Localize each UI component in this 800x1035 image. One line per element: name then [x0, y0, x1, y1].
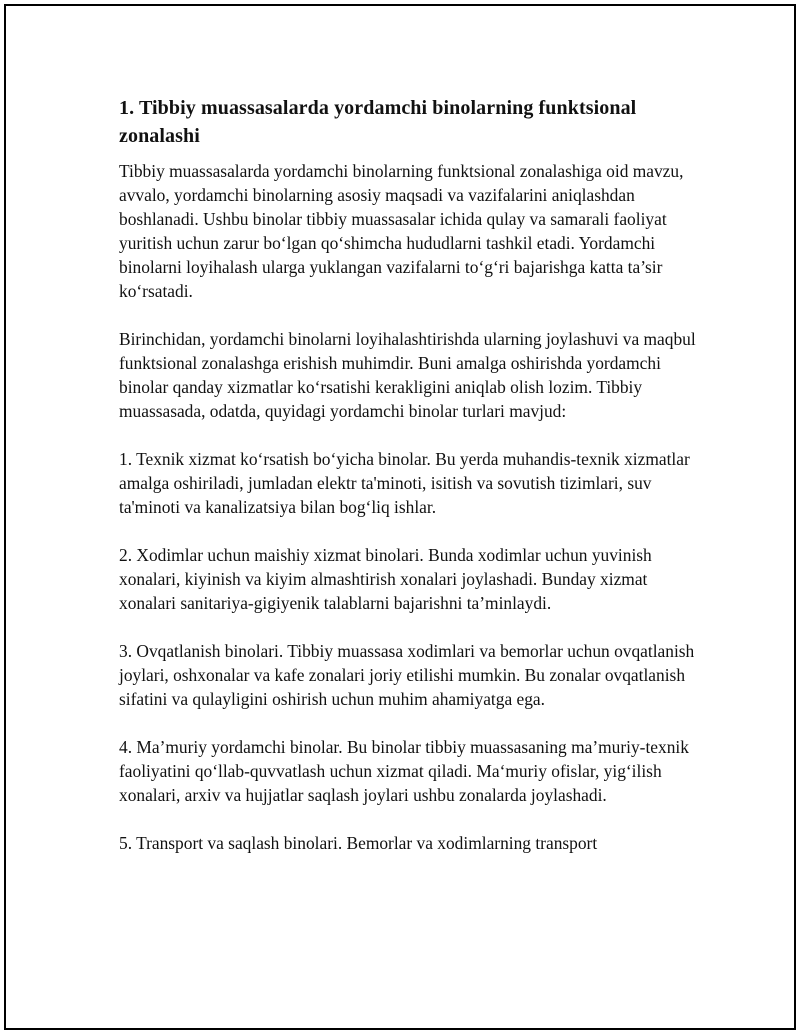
list-item-administrative: 4. Ma’muriy yordamchi binolar. Bu binolar tibbiy muassasaning ma’muriy-texnik faoliyatini qo‘llab-quvvatlash uchun xizmat qiladi. Ma‘muriy ofislar, yig‘ilish xonalari, arxiv va hujjatlar saqlash joylari ushbu zonalarda joylashadi.	[119, 737, 689, 805]
list-item-catering: 3. Ovqatlanish binolari. Tibbiy muassasa xodimlari va bemorlar uchun ovqatlanish joylari, oshxonalar va kafe zonalari joriy etilishi mumkin. Bu zonalar ovqatlanish sifatini va qulayligini oshirish uchun muhim ahamiyatga ega.	[119, 641, 695, 709]
page-frame	[4, 4, 796, 1030]
paragraph-intro: Tibbiy muassasalarda yordamchi binolarning funktsional zonalashiga oid mavzu, avvalo, yordamchi binolarning asosiy maqsadi va vazifalarini aniqlashdan boshlanadi. Ushbu binolar tibbiy muassasalar ichida qulay va samarali faoliyat yuritish uchun zarur bo‘lgan qo‘shimcha hududlarni tashkil etadi. Yordamchi binolarni loyihalash ularga yuklangan vazifalarni to‘g‘ri bajarishga katta ta’sir ko‘rsatadi.	[119, 161, 684, 301]
document-body	[119, 94, 699, 879]
list-item-technical: 1. Texnik xizmat ko‘rsatish bo‘yicha binolar. Bu yerda muhandis-texnik xizmatlar amalga oshiriladi, jumladan elektr ta'minoti, isitish va sovutish tizimlari, suv ta'minoti va kanalizatsiya bilan bog‘liq ishlar.	[119, 449, 690, 517]
section-title: 1. Tibbiy muassasalarda yordamchi binolarning funktsional zonalashi	[119, 97, 637, 147]
list-item-staff-services: 2. Xodimlar uchun maishiy xizmat binolari. Bunda xodimlar uchun yuvinish xonalari, kiyinish va kiyim almashtirish xonalari joylashadi. Bunday xizmat xonalari sanitariya-gigiyenik talablarni bajarishni ta’minlaydi.	[119, 545, 652, 613]
list-item-transport: 5. Transport va saqlash binolari. Bemorlar va xodimlarning transport	[119, 833, 598, 853]
paragraph-first: Birinchidan, yordamchi binolarni loyihalashtirishda ularning joylashuvi va maqbul funktsional zonalashga erishish muhimdir. Buni amalga oshirishda yordamchi binolar qanday xizmatlar ko‘rsatishi kerakligini aniqlab olish lozim. Tibbiy muassasada, odatda, quyidagi yordamchi binolar turlari mavjud:	[119, 329, 696, 421]
